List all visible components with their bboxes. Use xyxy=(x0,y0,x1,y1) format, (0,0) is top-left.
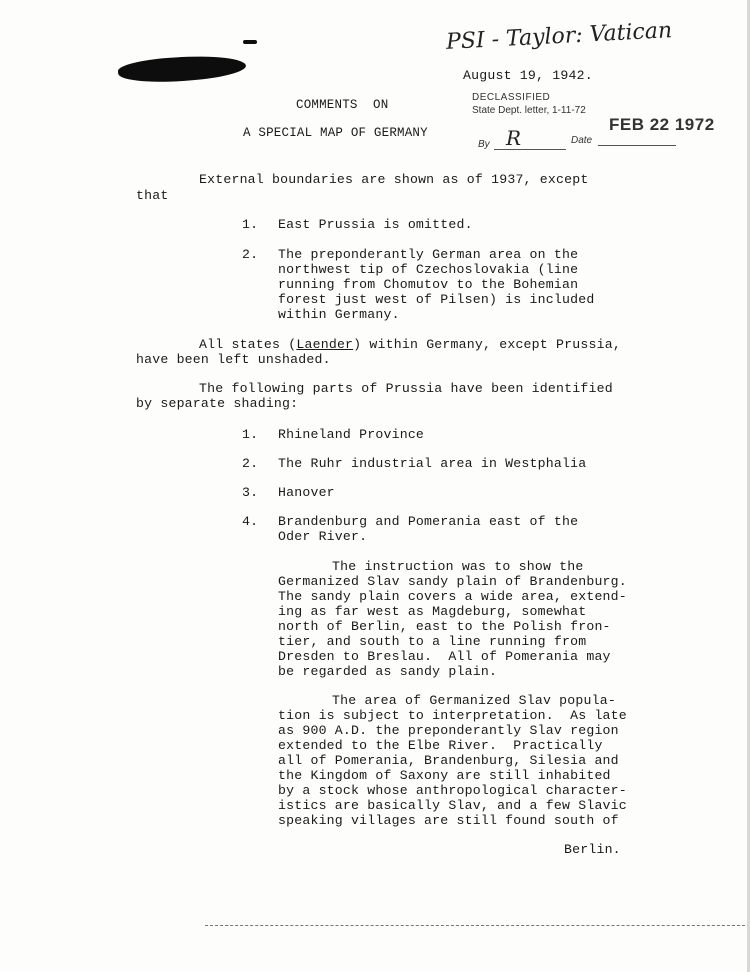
handwritten-annotation: PSI - Taylor: Vatican xyxy=(445,18,673,55)
part-text: Oder River. xyxy=(278,529,368,544)
exception-text: forest just west of Pilsen) is included xyxy=(278,292,595,307)
para2-line: istics are basically Slav, and a few Slavic xyxy=(278,798,627,813)
para2-line: speaking villages are still found south of xyxy=(278,813,619,828)
para2-line: the Kingdom of Saxony are still inhabited xyxy=(278,768,611,783)
para2-line: The area of Germanized Slav popula- xyxy=(332,693,616,708)
parts-line-1: The following parts of Prussia have been identified xyxy=(199,381,613,396)
exception-text: northwest tip of Czechoslovakia (line xyxy=(278,262,579,277)
document-date: August 19, 1942. xyxy=(463,68,593,83)
exception-number: 1. xyxy=(242,217,259,232)
para1-line: Germanized Slav sandy plain of Brandenburg. xyxy=(278,574,627,589)
para2-line: all of Pomerania, Brandenburg, Silesia and xyxy=(278,753,619,768)
para1-line: Dresden to Breslau. All of Pomerania may xyxy=(278,649,611,664)
para1-line: north of Berlin, east to the Polish fron- xyxy=(278,619,611,634)
stamp-by-line xyxy=(494,149,566,150)
para1-line: The instruction was to show the xyxy=(332,559,584,574)
part-number: 1. xyxy=(242,427,259,442)
bottom-rule xyxy=(205,925,745,926)
part-number: 2. xyxy=(242,456,259,471)
para1-line: be regarded as sandy plain. xyxy=(278,664,498,679)
para1-line: ing as far west as Magdeburg, somewhat xyxy=(278,604,587,619)
para2-line: tion is subject to interpretation. As late xyxy=(278,708,627,723)
states-post: ) within Germany, except Prussia, xyxy=(353,337,621,352)
declassified-stamp xyxy=(472,92,586,116)
exception-text: East Prussia is omitted. xyxy=(278,217,473,232)
part-text: The Ruhr industrial area in Westphalia xyxy=(278,456,587,471)
states-line-2: have been left unshaded. xyxy=(136,352,331,367)
part-number: 3. xyxy=(242,485,259,500)
stamp-date-line xyxy=(598,145,676,146)
stamp-signature: R xyxy=(506,126,522,150)
intro-line-2: that xyxy=(136,188,169,203)
laender-word: Laender xyxy=(296,337,354,352)
exception-text: The preponderantly German area on the xyxy=(278,247,579,262)
redaction-tick xyxy=(243,40,257,44)
exception-text: running from Chomutov to the Bohemian xyxy=(278,277,579,292)
parts-line-2: by separate shading: xyxy=(136,396,299,411)
exception-number: 2. xyxy=(242,247,259,262)
stamp-letter-ref: State Dept. letter, 1-11-72 xyxy=(472,105,586,116)
exception-text: within Germany. xyxy=(278,307,400,322)
part-number: 4. xyxy=(242,514,259,529)
stamp-date-label: Date xyxy=(571,135,593,146)
part-text: Hanover xyxy=(278,485,335,500)
title-line-1: COMMENTS ON xyxy=(296,98,389,112)
title-line-2: A SPECIAL MAP OF GERMANY xyxy=(243,126,428,140)
stamp-date: FEB 22 1972 xyxy=(609,115,715,134)
part-text: Brandenburg and Pomerania east of the xyxy=(278,514,579,529)
states-line-1 xyxy=(199,337,621,352)
para2-line: extended to the Elbe River. Practically xyxy=(278,738,603,753)
para2-line: as 900 A.D. the preponderantly Slav region xyxy=(278,723,619,738)
para2-line: by a stock whose anthropological character- xyxy=(278,783,627,798)
states-pre: All states ( xyxy=(199,337,297,352)
stamp-by-label: By xyxy=(478,139,490,150)
part-text: Rhineland Province xyxy=(278,427,425,442)
para1-line: The sandy plain covers a wide area, extend- xyxy=(278,589,627,604)
para1-line: tier, and south to a line running from xyxy=(278,634,587,649)
intro-line-1: External boundaries are shown as of 1937, except xyxy=(199,172,589,187)
closing-word: Berlin. xyxy=(564,842,621,857)
stamp-declassified-label: DECLASSIFIED xyxy=(472,92,551,103)
redaction-mark xyxy=(117,53,246,86)
